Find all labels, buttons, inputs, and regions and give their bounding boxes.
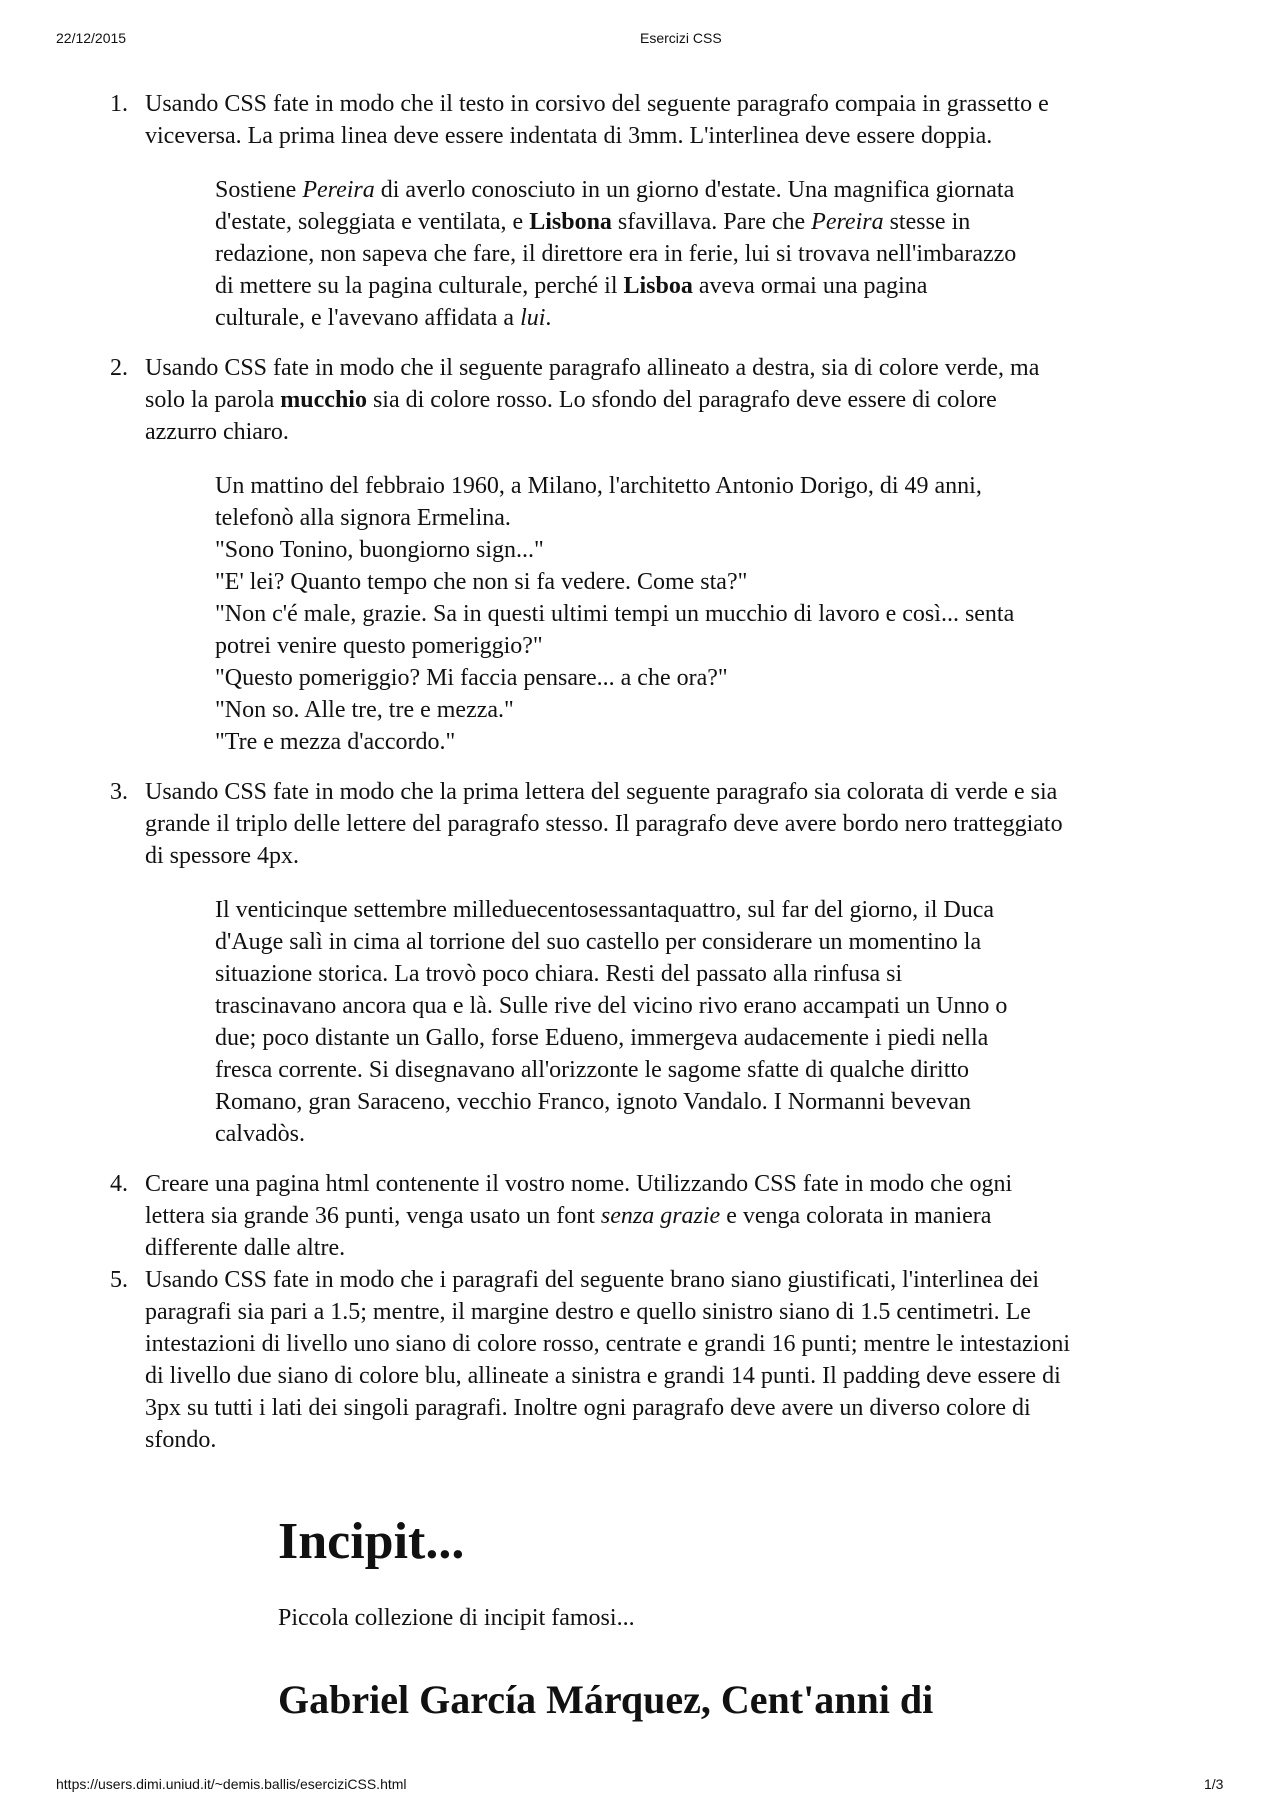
text-line: trascinavano ancora qua e là. Sulle rive del vicino rivo erano accampati un Unno o [215, 993, 1008, 1019]
exercise-5 [0, 1264, 1280, 1456]
text-fragment: . [545, 305, 552, 331]
text-line: telefonò alla signora Ermelina. [215, 505, 511, 531]
incipit-title: Incipit... [278, 1513, 465, 1570]
text-line: paragrafi sia pari a 1.5; mentre, il margine destro e quello sinistro siano di 1.5 centimetri. Le [145, 1299, 1031, 1325]
text-line: Usando CSS fate in modo che i paragrafi del seguente brano siano giustificati, l'interlinea dei [145, 1267, 1040, 1293]
text-line: redazione, non sapeva che fare, il direttore era in ferie, lui si trovava nell'imbarazzo [215, 241, 1017, 267]
exercise-list [0, 88, 1280, 1456]
text-line: grande il triplo delle lettere del paragrafo stesso. Il paragrafo deve avere bordo nero tratteggiato [145, 811, 1063, 837]
exercise-text [145, 1264, 1230, 1456]
text-fragment: e venga colorata in maniera [720, 1203, 992, 1229]
bold-word: Lisbona [529, 209, 612, 235]
text-line: differente dalle altre. [145, 1235, 346, 1261]
italic-word: Pereira [811, 209, 884, 235]
exercise-text [145, 776, 1230, 872]
exercise-4 [0, 1168, 1280, 1264]
text-line: "Questo pomeriggio? Mi faccia pensare... a che ora?" [215, 665, 728, 691]
print-date: 22/12/2015 [56, 30, 127, 46]
incipit-subtitle: Piccola collezione di incipit famosi... [278, 1605, 635, 1631]
text-line: "Non so. Alle tre, tre e mezza." [215, 697, 514, 723]
text-line: di spessore 4px. [145, 843, 299, 869]
text-fragment: sia di colore rosso. Lo sfondo del paragrafo deve essere di colore [366, 387, 997, 413]
footer-url: https://users.dimi.uniud.it/~demis.ballis/eserciziCSS.html [56, 1776, 407, 1792]
text-fragment: di averlo conosciuto in un giorno d'estate. Una magnifica giornata [374, 177, 1015, 203]
text-line: situazione storica. La trovò poco chiara. Resti del passato alla rinfusa si [215, 961, 903, 987]
quote-dorigo [215, 470, 1230, 758]
text-line: Romano, gran Saraceno, vecchio Franco, ignoto Vandalo. I Normanni bevevan [215, 1089, 971, 1115]
text-line: intestazioni di livello uno siano di colore rosso, centrate e grandi 16 punti; mentre le intestazioni [145, 1331, 1071, 1357]
exercise-number: 2. [110, 355, 128, 381]
exercise-1 [0, 88, 1280, 334]
text-fragment: lettera sia grande 36 punti, venga usato un font [145, 1203, 601, 1229]
text-line: "Tre e mezza d'accordo." [215, 729, 456, 755]
page-title: Esercizi CSS [640, 30, 722, 46]
document-body [0, 88, 1280, 1456]
text-fragment: sfavillava. Pare che [611, 209, 812, 235]
text-fragment: culturale, e l'avevano affidata a [215, 305, 521, 331]
text-line: di livello due siano di colore blu, allineate a sinistra e grandi 14 punti. Il padding deve essere di [145, 1363, 1061, 1389]
quote-duca [215, 894, 1230, 1150]
text-line: "Sono Tonino, buongiorno sign..." [215, 537, 544, 563]
incipit-section [278, 1510, 933, 1724]
incipit-heading: Gabriel García Márquez, Cent'anni di [278, 1677, 934, 1722]
exercise-2 [0, 352, 1280, 758]
text-line: Creare una pagina html contenente il vostro nome. Utilizzando CSS fate in modo che ogni [145, 1171, 1013, 1197]
text-line: Usando CSS fate in modo che il testo in corsivo del seguente paragrafo compaia in grassetto e [145, 91, 1049, 117]
exercise-text [145, 352, 1230, 448]
text-line: Usando CSS fate in modo che la prima lettera del seguente paragrafo sia colorata di verde e sia [145, 779, 1058, 805]
exercise-number: 1. [110, 91, 128, 117]
bold-word: Lisboa [623, 273, 693, 299]
text-line: azzurro chiaro. [145, 419, 289, 445]
text-line: calvadòs. [215, 1121, 305, 1147]
italic-word: Pereira [302, 177, 375, 203]
bold-word: mucchio [280, 387, 367, 413]
exercise-number: 3. [110, 779, 128, 805]
text-line: Usando CSS fate in modo che il seguente paragrafo allineato a destra, sia di colore verde, ma [145, 355, 1040, 381]
text-line: potrei venire questo pomeriggio?" [215, 633, 543, 659]
page-number: 1/3 [1204, 1776, 1224, 1792]
text-fragment: d'estate, soleggiata e ventilata, e [215, 209, 530, 235]
exercise-number: 5. [110, 1267, 128, 1293]
text-line: 3px su tutti i lati dei singoli paragrafi. Inoltre ogni paragrafo deve avere un diverso colore di [145, 1395, 1031, 1421]
text-fragment: di mettere su la pagina culturale, perché il [215, 273, 624, 299]
exercise-text [145, 88, 1230, 152]
text-line: d'Auge salì in cima al torrione del suo castello per considerare un momentino la [215, 929, 982, 955]
text-fragment: solo la parola [145, 387, 281, 413]
text-line: Un mattino del febbraio 1960, a Milano, l'architetto Antonio Dorigo, di 49 anni, [215, 473, 982, 499]
italic-word: senza grazie [600, 1203, 721, 1229]
exercise-3 [0, 776, 1280, 1150]
text-line: due; poco distante un Gallo, forse Edueno, immergeva audacemente i piedi nella [215, 1025, 989, 1051]
text-line: "E' lei? Quanto tempo che non si fa vedere. Come sta?" [215, 569, 748, 595]
exercise-number: 4. [110, 1171, 128, 1197]
text-line: "Non c'é male, grazie. Sa in questi ultimi tempi un mucchio di lavoro e così... senta [215, 601, 1015, 627]
text-fragment: Sostiene [215, 177, 303, 203]
quote-pereira [215, 174, 1230, 334]
text-fragment: aveva ormai una pagina [692, 273, 928, 299]
text-line: viceversa. La prima linea deve essere indentata di 3mm. L'interlinea deve essere doppia. [145, 123, 993, 149]
text-line: sfondo. [145, 1427, 217, 1453]
text-line: fresca corrente. Si disegnavano all'orizzonte le sagome sfatte di qualche diritto [215, 1057, 970, 1083]
italic-word: lui [520, 305, 546, 331]
exercise-text [145, 1168, 1230, 1264]
text-fragment: stesse in [883, 209, 971, 235]
text-line: Il venticinque settembre milleduecentosessantaquattro, sul far del giorno, il Duca [215, 897, 995, 923]
